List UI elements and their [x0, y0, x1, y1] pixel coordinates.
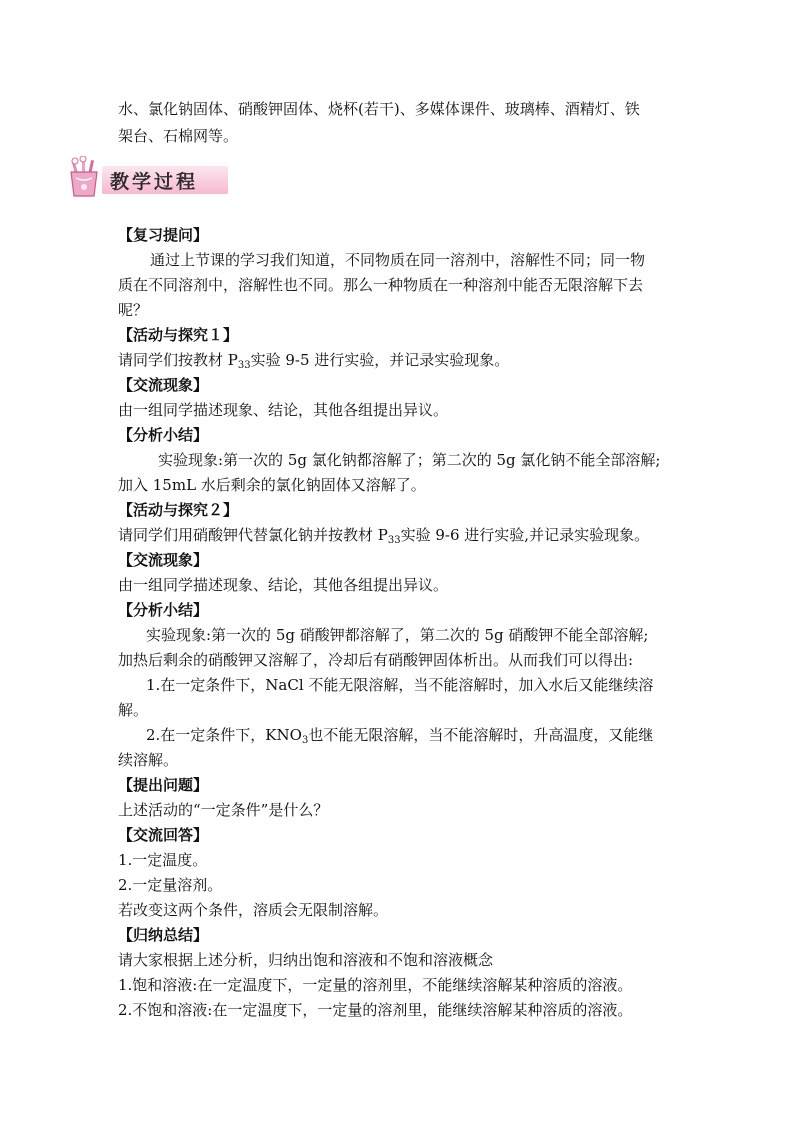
definition-saturated: 1.饱和溶液:在一定温度下，一定量的溶剂里，不能继续溶解某种溶质的溶液。	[118, 976, 633, 994]
analysis2-line-2: 加热后剩余的硝酸钾又溶解了，冷却后有硝酸钾固体析出。从而我们可以得出:	[118, 651, 634, 669]
answer-item-2: 2.一定量溶剂。	[118, 876, 223, 894]
exchange2-text: 由一组同学描述现象、结论，其他各组提出异议。	[118, 576, 449, 594]
banner-title: 教学过程	[110, 171, 199, 193]
answer-heading: 【交流回答】	[118, 826, 209, 844]
activity2-text: 请同学们用硝酸钾代替氯化钠并按教材 $P_{33}$实验 9-6 进行实验,并记录实验现象。	[118, 526, 650, 546]
materials-line-2: 架台、石棉网等。	[118, 127, 239, 145]
review-line-1: 通过上节课的学习我们知道，不同物质在同一溶剂中，溶解性不同；同一物	[150, 251, 646, 269]
review-heading: 【复习提问】	[118, 226, 209, 244]
materials-line-1: 水、氯化钠固体、硝酸钾固体、烧杯(若干)、多媒体课件、玻璃棒、酒精灯、铁	[118, 100, 640, 118]
exchange1-text: 由一组同学描述现象、结论，其他各组提出异议。	[118, 401, 449, 419]
summary-intro: 请大家根据上述分析，归纳出饱和溶液和不饱和溶液概念	[118, 951, 494, 969]
activity1-heading: 【活动与探究１】	[118, 326, 239, 344]
activity1-text: 请同学们按教材 $P_{33}$实验 9-5 进行实验，并记录实验现象。	[118, 351, 510, 371]
analysis1-heading: 【分析小结】	[118, 426, 209, 444]
conclusion-2-line-1: 2.在一定条件下，$KNO_3$也不能无限溶解，当不能溶解时，升高温度，又能继	[146, 726, 654, 746]
summary-heading: 【归纳总结】	[118, 926, 209, 944]
analysis1-line-1: 实验现象:第一次的 5g 氯化钠都溶解了；第二次的 5g 氯化钠不能全部溶解;	[158, 451, 661, 469]
conclusion-1-line-1: 1.在一定条件下，NaCl 不能无限溶解，当不能溶解时，加入水后又能继续溶	[146, 676, 654, 694]
question-heading: 【提出问题】	[118, 776, 209, 794]
conclusion-2-line-2: 续溶解。	[118, 751, 179, 769]
conclusion-1-line-2: 解。	[118, 701, 149, 719]
section-banner	[66, 156, 226, 198]
exchange2-heading: 【交流现象】	[118, 551, 209, 569]
review-line-2: 质在不同溶剂中，溶解性也不同。那么一种物质在一种溶剂中能否无限溶解下去	[118, 276, 644, 294]
answer-item-1: 1.一定温度。	[118, 851, 208, 869]
analysis1-line-2: 加入 15mL 水后剩余的氯化钠固体又溶解了。	[118, 476, 426, 494]
question-text: 上述活动的“一定条件”是什么？	[118, 801, 329, 819]
definition-unsaturated: 2.不饱和溶液:在一定温度下，一定量的溶剂里，能继续溶解某种溶质的溶液。	[118, 1001, 633, 1019]
activity2-heading: 【活动与探究２】	[118, 501, 239, 519]
analysis2-line-1: 实验现象:第一次的 5g 硝酸钾都溶解了，第二次的 5g 硝酸钾不能全部溶解;	[146, 626, 649, 644]
review-line-3: 呢？	[118, 301, 149, 319]
analysis2-heading: 【分析小结】	[118, 601, 209, 619]
pencil-cup-icon	[66, 156, 110, 198]
answer-note: 若改变这两个条件，溶质会无限制溶解。	[118, 901, 389, 919]
exchange1-heading: 【交流现象】	[118, 376, 209, 394]
